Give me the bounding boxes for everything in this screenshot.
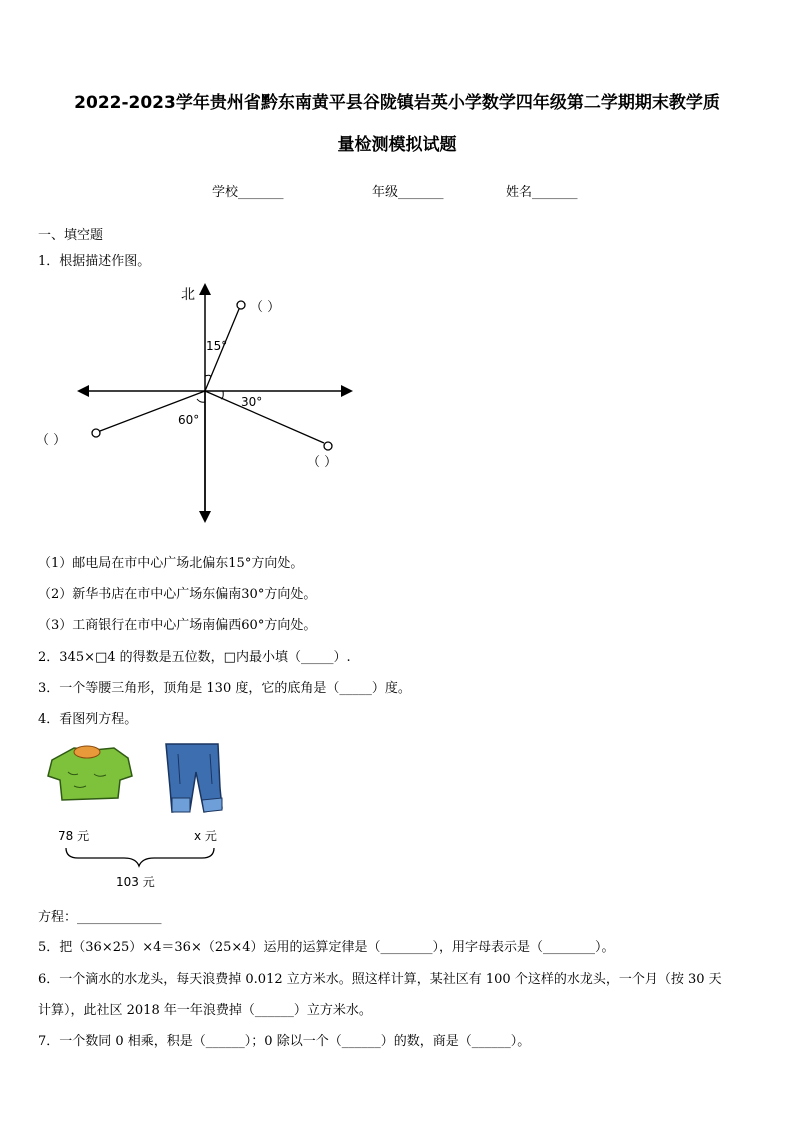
- question-6-line-1: 6．一个滴水的水龙头，每天浪费掉 0.012 立方米水。照这样计算，某社区有 100 个这样的水龙头，一个月（按 30 天: [38, 972, 722, 987]
- equation-picture: [44, 742, 234, 892]
- question-5: 5．把（36×25）×4＝36×（25×4）运用的运算定律是（________），用字母表示是（________）。: [38, 940, 615, 955]
- equation-line: 方程：_____________: [38, 910, 162, 925]
- direction-diagram: [30, 278, 370, 530]
- angle-30-label: 30°: [241, 395, 263, 409]
- question-6-line-2: 计算），此社区 2018 年一年浪费掉（______）立方米水。: [38, 1003, 372, 1018]
- section-heading: 一、填空题: [38, 228, 104, 243]
- name-field: 姓名_______: [506, 185, 578, 200]
- question-1-part-2: （2）新华书店在市中心广场东偏南30°方向处。: [38, 587, 317, 602]
- angle-15-label: 15°: [206, 339, 228, 353]
- question-7: 7．一个数同 0 相乘，积是（______）；0 除以一个（______）的数，商是（______）。: [38, 1034, 531, 1049]
- angle-60-label: 60°: [178, 413, 200, 427]
- sum-brace: [66, 848, 214, 866]
- question-3: 3．一个等腰三角形，顶角是 130 度，它的底角是（_____）度。: [38, 681, 411, 696]
- school-field: 学校_______: [212, 185, 284, 200]
- pants-image: [166, 744, 222, 812]
- blank-bank: （ ）: [36, 433, 67, 448]
- exam-title-line2: 量检测模拟试题: [337, 135, 457, 155]
- point-post-office: [237, 301, 245, 309]
- blank-post-office: （ ）: [250, 300, 281, 315]
- question-4: 4．看图列方程。: [38, 712, 138, 727]
- question-1: 1．根据描述作图。: [38, 254, 151, 269]
- point-bank: [92, 429, 100, 437]
- point-bookstore: [324, 442, 332, 450]
- question-1-part-1: （1）邮电局在市中心广场北偏东15°方向处。: [38, 556, 304, 571]
- total-price: 103 元: [116, 875, 155, 889]
- grade-field: 年级_______: [372, 185, 444, 200]
- question-1-part-3: （3）工商银行在市中心广场南偏西60°方向处。: [38, 618, 317, 633]
- north-label: 北: [181, 287, 195, 303]
- question-2: 2．345×□4 的得数是五位数，□内最小填（_____）.: [38, 650, 351, 665]
- blank-bookstore: （ ）: [307, 455, 338, 470]
- ray-bookstore: [205, 391, 324, 443]
- exam-title-line1: 2022-2023学年贵州省黔东南黄平县谷陇镇岩英小学数学四年级第二学期期末教学质: [74, 93, 720, 113]
- shirt-image: [48, 746, 132, 800]
- shirt-price: 78 元: [58, 829, 90, 843]
- pants-price: x 元: [194, 829, 217, 843]
